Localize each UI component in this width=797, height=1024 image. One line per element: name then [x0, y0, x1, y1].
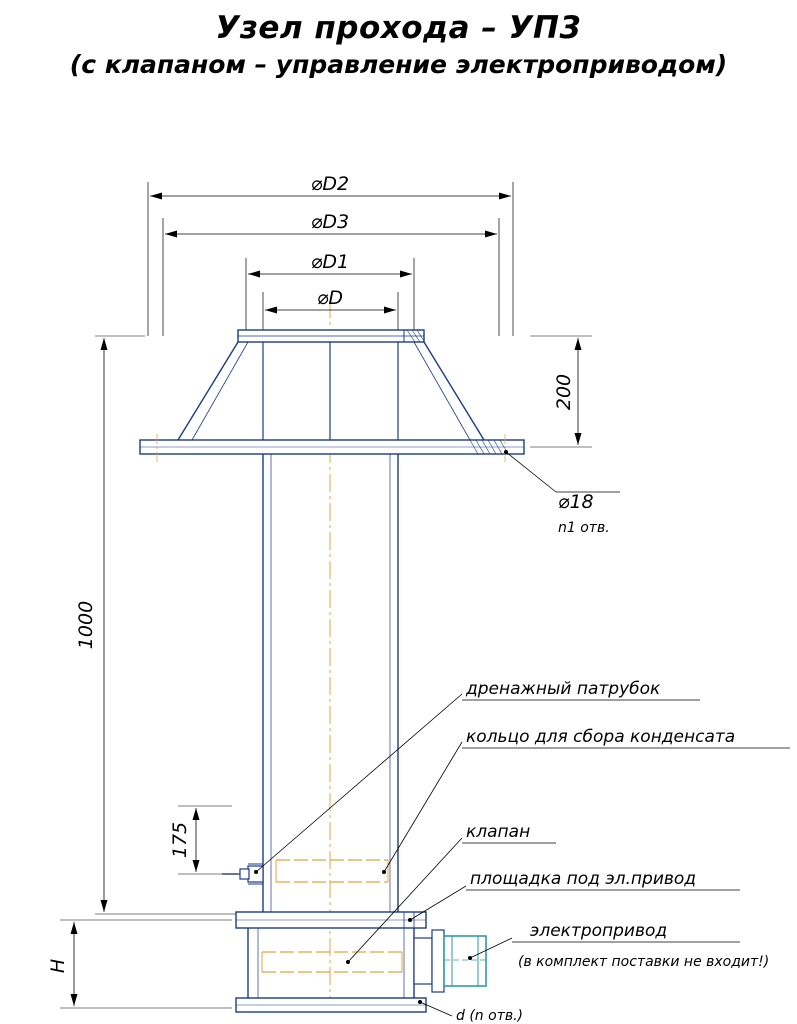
callout-platform: площадка под эл.привод	[470, 869, 697, 889]
leader-drain	[254, 694, 462, 874]
page-subtitle: (с клапаном – управление электроприводом)	[69, 50, 728, 79]
dimension-label-h: H	[47, 958, 69, 974]
top-flange	[238, 330, 424, 342]
dimension-d3	[163, 218, 499, 336]
umbrella-base-flange	[140, 440, 524, 454]
page-title: Узел прохода – УП3	[215, 10, 582, 46]
leader-hole18	[504, 450, 620, 492]
callout-ring: кольцо для сбора конденсата	[466, 727, 736, 747]
callout-drain: дренажный патрубок	[466, 679, 661, 699]
condensate-ring	[276, 860, 388, 882]
dimension-label-d3: ⌀D3	[310, 211, 350, 233]
dimension-label-d2: ⌀D2	[310, 173, 350, 195]
callout-valve: клапан	[466, 822, 531, 842]
hole-18-count-label: n1 отв.	[558, 520, 610, 536]
hole-d-count-label: d (n отв.)	[456, 1008, 524, 1024]
dimension-label-1000: 1000	[75, 600, 97, 650]
cone-body	[178, 342, 484, 440]
valve-housing	[236, 912, 426, 1012]
hole-18-label: ⌀18	[558, 491, 594, 513]
callout-actuator: электропривод	[530, 921, 668, 941]
dimension-label-d1: ⌀D1	[310, 251, 350, 273]
dimension-label-d: ⌀D	[316, 287, 344, 309]
callout-actuator-note: (в комплект поставки не входит!)	[518, 954, 770, 970]
electric-actuator	[414, 930, 486, 992]
dimension-label-200: 200	[553, 373, 575, 411]
dimension-h	[60, 920, 232, 1008]
dimension-label-175: 175	[169, 821, 191, 859]
leader-ring	[382, 742, 462, 874]
